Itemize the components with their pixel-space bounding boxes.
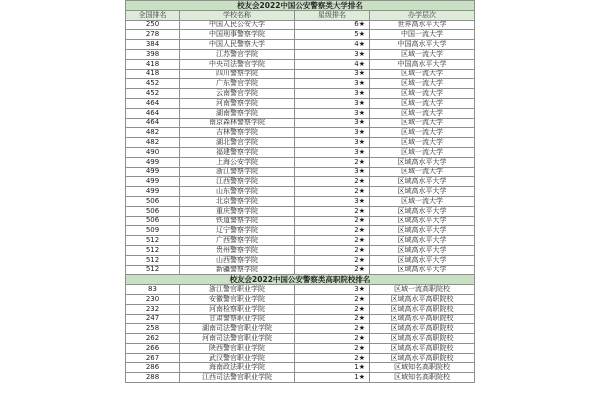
university-table-title: 校友会2022中国公安警察类大学排名 — [126, 1, 475, 11]
college-table-title-row — [126, 275, 475, 285]
star-rank-cell: 3★ — [295, 147, 370, 157]
star-rank-cell: 2★ — [295, 226, 370, 236]
table-row — [126, 49, 475, 59]
school-name-cell: 河南警察学院 — [180, 98, 295, 108]
level-cell: 区域一流大学 — [370, 128, 475, 138]
level-cell: 区域高水平大学 — [370, 236, 475, 246]
rank-cell: 499 — [126, 177, 180, 187]
level-cell: 区域一流大学 — [370, 196, 475, 206]
header-national-rank: 全国排名 — [126, 10, 180, 20]
school-name-cell: 福建警察学院 — [180, 147, 295, 157]
rank-cell: 512 — [126, 265, 180, 275]
school-name-cell: 南京森林警察学院 — [180, 118, 295, 128]
table-row — [126, 147, 475, 157]
level-cell: 区域高水平高职院校 — [370, 294, 475, 304]
rank-cell: 452 — [126, 79, 180, 89]
level-cell: 区域高水平大学 — [370, 187, 475, 197]
rank-cell: 490 — [126, 147, 180, 157]
rank-cell: 418 — [126, 59, 180, 69]
level-cell: 区域高水平大学 — [370, 206, 475, 216]
school-name-cell: 吉林警察学院 — [180, 128, 295, 138]
star-rank-cell: 2★ — [295, 294, 370, 304]
star-rank-cell: 2★ — [295, 177, 370, 187]
rank-cell: 509 — [126, 226, 180, 236]
star-rank-cell: 1★ — [295, 373, 370, 383]
rank-cell: 288 — [126, 373, 180, 383]
level-cell: 区域高水平大学 — [370, 255, 475, 265]
school-name-cell: 湖北警官学院 — [180, 138, 295, 148]
level-cell: 区域一流大学 — [370, 98, 475, 108]
school-name-cell: 山东警察学院 — [180, 187, 295, 197]
school-name-cell: 四川警察学院 — [180, 69, 295, 79]
level-cell: 区域高水平大学 — [370, 177, 475, 187]
ranking-table-body — [126, 1, 475, 383]
level-cell: 中国一流大学 — [370, 30, 475, 40]
school-name-cell: 中国刑事警察学院 — [180, 30, 295, 40]
school-name-cell: 上海公安学院 — [180, 157, 295, 167]
star-rank-cell: 3★ — [295, 49, 370, 59]
table-row — [126, 40, 475, 50]
rank-cell: 482 — [126, 138, 180, 148]
table-row — [126, 294, 475, 304]
table-row — [126, 226, 475, 236]
level-cell: 区域高水平大学 — [370, 245, 475, 255]
rank-cell: 83 — [126, 285, 180, 295]
star-rank-cell: 1★ — [295, 363, 370, 373]
rank-cell: 464 — [126, 118, 180, 128]
rank-cell: 499 — [126, 157, 180, 167]
table-row — [126, 353, 475, 363]
table-row — [126, 69, 475, 79]
school-name-cell: 湖南警察学院 — [180, 108, 295, 118]
level-cell: 世界高水平大学 — [370, 20, 475, 30]
level-cell: 中国高水平大学 — [370, 59, 475, 69]
star-rank-cell: 2★ — [295, 343, 370, 353]
rank-cell: 262 — [126, 334, 180, 344]
star-rank-cell: 3★ — [295, 108, 370, 118]
level-cell: 区域一流大学 — [370, 138, 475, 148]
level-cell: 区域高水平大学 — [370, 216, 475, 226]
table-row — [126, 324, 475, 334]
rank-cell: 250 — [126, 20, 180, 30]
table-row — [126, 177, 475, 187]
table-header-row — [126, 10, 475, 20]
rank-cell: 506 — [126, 206, 180, 216]
table-row — [126, 236, 475, 246]
level-cell: 区域一流大学 — [370, 108, 475, 118]
star-rank-cell: 2★ — [295, 304, 370, 314]
star-rank-cell: 4★ — [295, 40, 370, 50]
table-row — [126, 373, 475, 383]
school-name-cell: 浙江警官职业学院 — [180, 285, 295, 295]
school-name-cell: 新疆警察学院 — [180, 265, 295, 275]
star-rank-cell: 2★ — [295, 245, 370, 255]
school-name-cell: 湖南司法警官职业学院 — [180, 324, 295, 334]
star-rank-cell: 6★ — [295, 20, 370, 30]
rank-cell: 278 — [126, 30, 180, 40]
table-row — [126, 314, 475, 324]
rank-cell: 512 — [126, 236, 180, 246]
table-row — [126, 59, 475, 69]
star-rank-cell: 2★ — [295, 324, 370, 334]
star-rank-cell: 3★ — [295, 98, 370, 108]
college-table-title: 校友会2022中国公安警察类高职院校排名 — [126, 275, 475, 285]
school-name-cell: 江苏警官学院 — [180, 49, 295, 59]
star-rank-cell: 3★ — [295, 79, 370, 89]
rank-cell: 464 — [126, 108, 180, 118]
star-rank-cell: 3★ — [295, 167, 370, 177]
table-row — [126, 30, 475, 40]
school-name-cell: 中央司法警官学院 — [180, 59, 295, 69]
level-cell: 区域高水平高职院校 — [370, 353, 475, 363]
header-school-level: 办学层次 — [370, 10, 475, 20]
level-cell: 区域一流大学 — [370, 79, 475, 89]
level-cell: 区域高水平高职院校 — [370, 324, 475, 334]
ranking-sheet — [125, 0, 474, 400]
rank-cell: 266 — [126, 343, 180, 353]
star-rank-cell: 3★ — [295, 69, 370, 79]
table-row — [126, 196, 475, 206]
table-row — [126, 334, 475, 344]
header-star-rank: 星级排名 — [295, 10, 370, 20]
level-cell: 区域高水平大学 — [370, 265, 475, 275]
school-name-cell: 广东警官学院 — [180, 79, 295, 89]
rank-cell: 506 — [126, 216, 180, 226]
rank-cell: 258 — [126, 324, 180, 334]
rank-cell: 452 — [126, 89, 180, 99]
school-name-cell: 河南检察职业学院 — [180, 304, 295, 314]
table-row — [126, 138, 475, 148]
rank-cell: 506 — [126, 196, 180, 206]
level-cell: 中国高水平大学 — [370, 40, 475, 50]
star-rank-cell: 3★ — [295, 128, 370, 138]
rank-cell: 482 — [126, 128, 180, 138]
table-row — [126, 187, 475, 197]
school-name-cell: 安徽警官职业学院 — [180, 294, 295, 304]
rank-cell: 499 — [126, 167, 180, 177]
school-name-cell: 重庆警察学院 — [180, 206, 295, 216]
rank-cell: 232 — [126, 304, 180, 314]
star-rank-cell: 2★ — [295, 334, 370, 344]
school-name-cell: 辽宁警察学院 — [180, 226, 295, 236]
school-name-cell: 河南司法警官职业学院 — [180, 334, 295, 344]
level-cell: 区域一流高职院校 — [370, 285, 475, 295]
school-name-cell: 江西司法警官职业学院 — [180, 373, 295, 383]
school-name-cell: 海南政法职业学院 — [180, 363, 295, 373]
school-name-cell: 陕西警官职业学院 — [180, 343, 295, 353]
star-rank-cell: 3★ — [295, 196, 370, 206]
star-rank-cell: 2★ — [295, 265, 370, 275]
level-cell: 区域一流大学 — [370, 89, 475, 99]
table-row — [126, 157, 475, 167]
star-rank-cell: 2★ — [295, 255, 370, 265]
table-row — [126, 20, 475, 30]
rank-cell: 267 — [126, 353, 180, 363]
star-rank-cell: 5★ — [295, 30, 370, 40]
school-name-cell: 云南警官学院 — [180, 89, 295, 99]
star-rank-cell: 2★ — [295, 216, 370, 226]
level-cell: 区域知名高职院校 — [370, 363, 475, 373]
rank-cell: 384 — [126, 40, 180, 50]
school-name-cell: 铁道警察学院 — [180, 216, 295, 226]
star-rank-cell: 3★ — [295, 89, 370, 99]
star-rank-cell: 3★ — [295, 285, 370, 295]
table-row — [126, 304, 475, 314]
level-cell: 区域一流大学 — [370, 147, 475, 157]
table-row — [126, 265, 475, 275]
level-cell: 区域知名高职院校 — [370, 373, 475, 383]
level-cell: 区域高水平大学 — [370, 157, 475, 167]
star-rank-cell: 4★ — [295, 59, 370, 69]
school-name-cell: 甘肃警察职业学院 — [180, 314, 295, 324]
star-rank-cell: 2★ — [295, 314, 370, 324]
star-rank-cell: 2★ — [295, 187, 370, 197]
table-row — [126, 79, 475, 89]
table-row — [126, 245, 475, 255]
school-name-cell: 贵州警察学院 — [180, 245, 295, 255]
school-name-cell: 武汉警官职业学院 — [180, 353, 295, 363]
rank-cell: 398 — [126, 49, 180, 59]
school-name-cell: 中国人民公安大学 — [180, 20, 295, 30]
star-rank-cell: 3★ — [295, 138, 370, 148]
star-rank-cell: 2★ — [295, 157, 370, 167]
school-name-cell: 江西警察学院 — [180, 177, 295, 187]
table-row — [126, 118, 475, 128]
school-name-cell: 山西警察学院 — [180, 255, 295, 265]
table-row — [126, 363, 475, 373]
rank-cell: 286 — [126, 363, 180, 373]
level-cell: 区域高水平高职院校 — [370, 343, 475, 353]
header-school-name: 学校名称 — [180, 10, 295, 20]
table-row — [126, 216, 475, 226]
table-row — [126, 98, 475, 108]
rank-cell: 512 — [126, 255, 180, 265]
level-cell: 区域高水平高职院校 — [370, 334, 475, 344]
level-cell: 区域一流大学 — [370, 69, 475, 79]
rank-cell: 418 — [126, 69, 180, 79]
rank-cell: 512 — [126, 245, 180, 255]
table-row — [126, 206, 475, 216]
rank-cell: 247 — [126, 314, 180, 324]
star-rank-cell: 2★ — [295, 206, 370, 216]
table-row — [126, 285, 475, 295]
school-name-cell: 浙江警察学院 — [180, 167, 295, 177]
table-row — [126, 108, 475, 118]
level-cell: 区域一流大学 — [370, 49, 475, 59]
level-cell: 区域高水平高职院校 — [370, 314, 475, 324]
level-cell: 区域高水平高职院校 — [370, 304, 475, 314]
level-cell: 区域一流大学 — [370, 118, 475, 128]
level-cell: 区域高水平大学 — [370, 226, 475, 236]
university-table-title-row — [126, 1, 475, 11]
school-name-cell: 北京警察学院 — [180, 196, 295, 206]
ranking-table — [125, 0, 475, 383]
school-name-cell: 广西警察学院 — [180, 236, 295, 246]
star-rank-cell: 2★ — [295, 236, 370, 246]
table-row — [126, 255, 475, 265]
level-cell: 区域一流大学 — [370, 167, 475, 177]
star-rank-cell: 3★ — [295, 118, 370, 128]
table-row — [126, 343, 475, 353]
star-rank-cell: 2★ — [295, 353, 370, 363]
table-row — [126, 167, 475, 177]
school-name-cell: 中国人民警察大学 — [180, 40, 295, 50]
table-row — [126, 128, 475, 138]
rank-cell: 499 — [126, 187, 180, 197]
table-row — [126, 89, 475, 99]
rank-cell: 230 — [126, 294, 180, 304]
rank-cell: 464 — [126, 98, 180, 108]
